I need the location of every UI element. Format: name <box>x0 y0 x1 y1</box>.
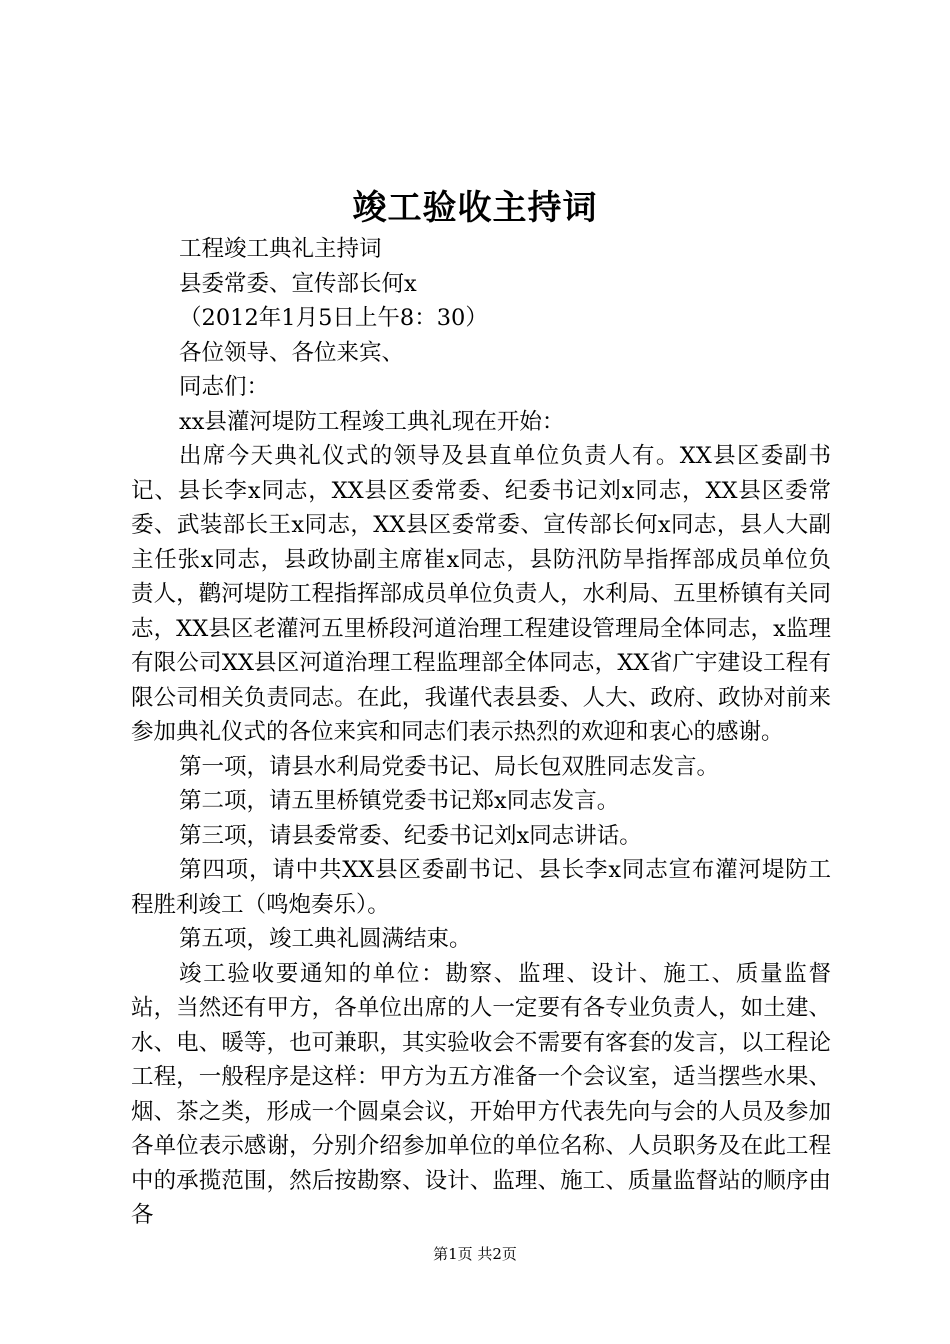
paragraph: 各位领导、各位来宾、 <box>179 339 405 366</box>
paragraph: 出席今天典礼仪式的领导及县直单位负责人有。XX县区委副书记、县长李x同志，XX县区委常委、纪委书记刘x同志，XX县区委常委、武装部长王x同志，XX县区委常委、宣传部长何x同志，县人大副主任张x同志，县政协副主席崔x同志，县防汛防旱指挥部成员单位负责人，鹳河堤防工程指挥部成员单位负责人，水利局、五里桥镇有关同志，XX县区老灌河五里桥段河道治理工程建设管理局全体同志，x监理有限公司XX县区河道治理工程监理部全体同志，XX省广宇建设工程有限公司相关负责同志。在此，我谨代表县委、人大、政府、政协对前来参加典礼仪式的各位来宾和同志们表示热烈的欢迎和衷心的感谢。 <box>131 443 831 745</box>
document-title: 竣工验收主持词 <box>352 188 598 228</box>
paragraph: 第五项，竣工典礼圆满结束。 <box>179 926 472 952</box>
paragraph: 第一项，请县水利局党委书记、局长包双胜同志发言。 <box>179 753 720 780</box>
paragraph: xx县灌河堤防工程竣工典礼现在开始： <box>179 408 565 435</box>
paragraph: 同志们： <box>179 374 270 400</box>
paragraph: 竣工验收要通知的单位：勘察、监理、设计、施工、质量监督站，当然还有甲方，各单位出席的人一定要有各专业负责人，如土建、水、电、暖等，也可兼职，其实验收会不需要有客套的发言，以工程论工程，一般程序是这样：甲方为五方准备一个会议室，适当摆些水果、烟、茶之类，形成一个圆桌会议，开始甲方代表先向与会的人员及参加各单位表示感谢，分别介绍参加单位的单位名称、人员职务及在此工程中的承揽范围，然后按勘察、设计、监理、施工、质量监督站的顺序由各 <box>131 960 831 1228</box>
paragraph: 第二项，请五里桥镇党委书记郑x同志发言。 <box>179 788 620 814</box>
paragraph: （2012年1月5日上午8：30） <box>179 305 488 331</box>
paragraph: 县委常委、宣传部长何x <box>179 270 417 297</box>
document-body <box>131 232 831 1233</box>
paragraph: 第四项，请中共XX县区委副书记、县长李x同志宣布灌河堤防工程胜利竣工（鸣炮奏乐）。 <box>131 857 831 918</box>
paragraph: 第三项，请县委常委、纪委书记刘x同志讲话。 <box>179 822 642 849</box>
paragraph: 工程竣工典礼主持词 <box>179 236 382 262</box>
page-number-footer: 第1页 共2页 <box>433 1245 517 1263</box>
